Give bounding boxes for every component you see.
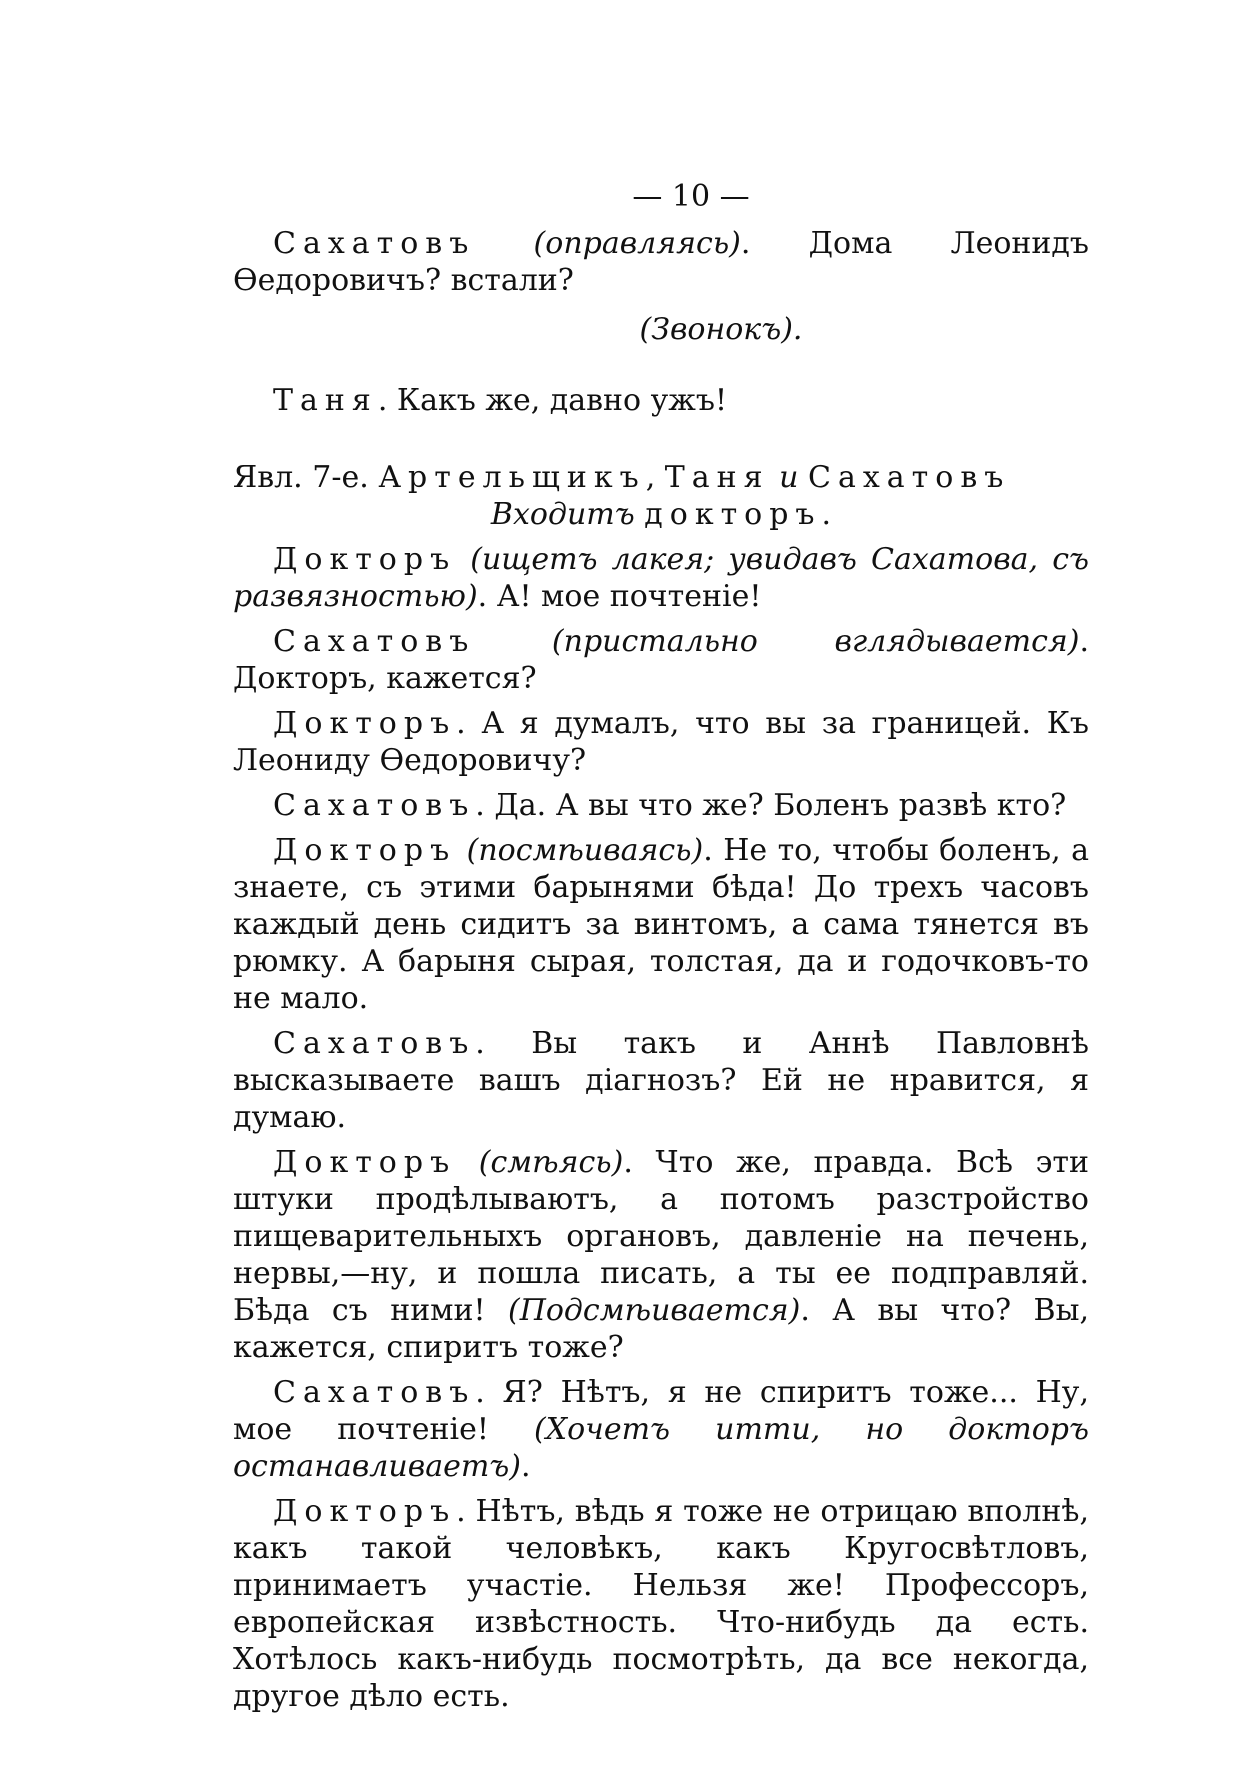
speech-text xyxy=(456,833,466,868)
stage-direction-bell: (Звонокъ). xyxy=(639,312,803,347)
scene-heading-line2: Входитъ докторъ. xyxy=(490,497,832,532)
stage-direction: (Хочетъ итти, но докторъ останавливаетъ) xyxy=(233,1412,1089,1484)
speech-sakhatov-1 xyxy=(233,225,1089,299)
speech-text xyxy=(456,542,470,577)
speaker-name: Докторъ xyxy=(273,1145,457,1180)
speech-sakhatov-2 xyxy=(233,623,1089,697)
speech-text: . Да. А вы что же? Боленъ развѣ кто? xyxy=(475,788,1067,823)
speech-text xyxy=(456,1145,479,1180)
speech-sakhatov-5 xyxy=(233,1374,1089,1485)
character-doctor: докторъ xyxy=(644,497,822,532)
speech-sakhatov-3 xyxy=(233,787,1089,824)
speaker-name: Сахатовъ xyxy=(273,624,476,659)
speaker-name: Сахатовъ xyxy=(273,226,476,261)
speech-text: . Какъ же, давно ужъ! xyxy=(377,383,728,418)
speech-text: . xyxy=(520,1449,531,1484)
speech-text: . Не то, чтобы боленъ, а знаете, съ этими барынями бѣда! До трехъ часовъ каждый день сидитъ за винтомъ, а сама тянется въ рюмку. А барыня сырая, толстая, да и годочковъ-то не мало. xyxy=(233,833,1089,1016)
speech-tanya-1 xyxy=(233,382,1089,419)
speech-text: . А я думалъ, что вы за границей. Къ Леониду Өедоровичу? xyxy=(233,706,1089,778)
speech-sakhatov-4 xyxy=(233,1025,1089,1136)
stage-direction: (смѣясь) xyxy=(478,1145,624,1180)
speech-text: . Что же, правда. Всѣ эти штуки продѣлываютъ, а потомъ разстройство пищеварительныхъ органовъ, давленіе на печень, нервы,—ну, и пошла писать, а ты ее подправляй. Бѣда съ ними! xyxy=(233,1145,1089,1328)
stage-direction: (Подсмѣивается) xyxy=(507,1293,801,1328)
character-tanya: Таня xyxy=(664,460,770,495)
stage-direction-enters: Входитъ xyxy=(490,497,635,532)
scene-heading: Явл. 7-е. Артельщикъ, Таня и Сахатовъ xyxy=(233,460,1011,495)
speaker-name: Докторъ xyxy=(273,833,457,868)
speaker-name: Сахатовъ xyxy=(273,1026,476,1061)
speech-text: . А вы что? Вы, кажется, спиритъ тоже? xyxy=(233,1293,1089,1365)
speaker-name: Сахатовъ xyxy=(273,788,476,823)
speech-text: . Вы такъ и Аннѣ Павловнѣ высказываете вашъ діагнозъ? Ей не нравится, я думаю. xyxy=(233,1026,1089,1135)
speaker-name: Докторъ xyxy=(273,542,457,577)
stage-direction: (посмѣиваясь) xyxy=(466,833,704,868)
stage-direction: (ищетъ лакея; увидавъ Сахатова, съ развязностью) xyxy=(233,542,1089,614)
speech-text: . А! мое почтеніе! xyxy=(477,579,762,614)
speaker-name: Таня xyxy=(273,383,378,418)
speech-text xyxy=(475,624,552,659)
speech-text xyxy=(475,226,533,261)
speaker-name: Докторъ xyxy=(273,1494,457,1529)
speaker-name: Докторъ xyxy=(273,706,457,741)
stage-direction: (оправляясь) xyxy=(533,226,741,261)
scene-number: Явл. 7-е. xyxy=(233,460,379,495)
speech-doctor-4 xyxy=(233,1144,1089,1366)
stage-direction: (пристально вглядывается) xyxy=(551,624,1080,659)
speaker-name: Сахатовъ xyxy=(273,1375,476,1410)
character-sakhatov: Сахатовъ xyxy=(808,460,1011,495)
speech-text: . Нѣтъ, вѣдь я тоже не отрицаю вполнѣ, какъ такой человѣкъ, какъ Кругосвѣтловъ, принимаетъ участіе. Нельзя же! Профессоръ, европейская извѣстность. Что-нибудь да есть. Хотѣлось какъ-нибудь посмотрѣть, да все некогда, другое дѣло есть. xyxy=(233,1494,1089,1714)
speech-doctor-1 xyxy=(233,541,1089,615)
speech-doctor-2 xyxy=(233,705,1089,779)
speech-doctor-5 xyxy=(233,1493,1089,1715)
character-artelshchik: Артельщикъ xyxy=(378,460,646,495)
page-number: — 10 — xyxy=(632,179,750,214)
speech-text: . Я? Нѣтъ, я не спиритъ тоже... Ну, мое почтеніе! xyxy=(233,1375,1089,1447)
page-text xyxy=(233,178,1089,1715)
speech-text: . Докторъ, кажется? xyxy=(233,624,1089,696)
speech-doctor-3 xyxy=(233,832,1089,1017)
speech-text: . Дома Леонидъ Өедоровичъ? встали? xyxy=(233,226,1089,298)
